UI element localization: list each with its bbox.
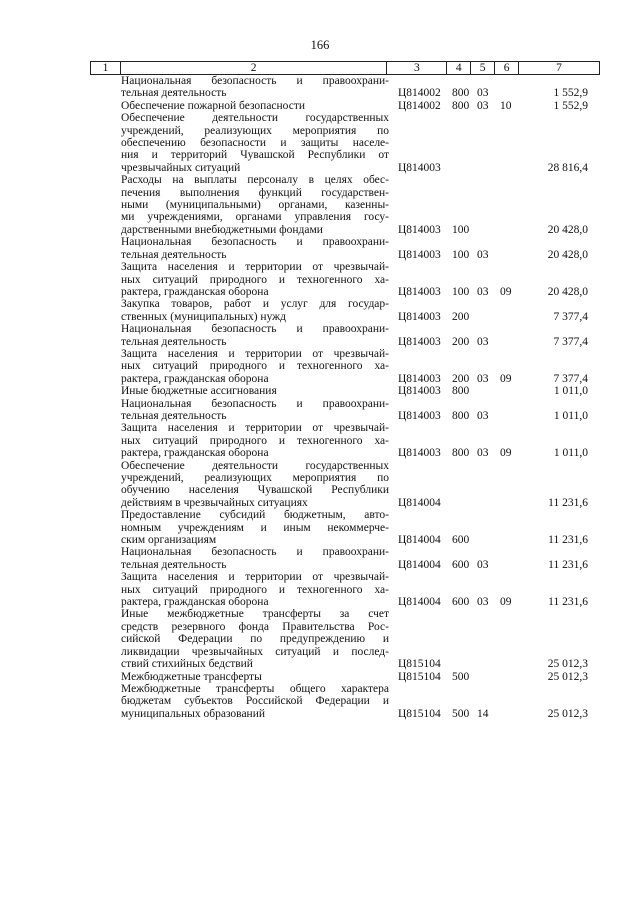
description-line: номным учреждениям и иным некоммерче- <box>121 521 389 534</box>
row-expense-type: 200 <box>452 335 470 348</box>
table-row <box>0 509 640 546</box>
row-section: 03 <box>477 447 489 460</box>
table-row <box>0 348 640 385</box>
table-row <box>0 112 640 174</box>
row-amount: 20 428,0 <box>547 248 588 261</box>
description-line: рактера, гражданская оборона <box>121 285 269 298</box>
row-expense-type: 500 <box>452 707 470 720</box>
row-expense-type: 800 <box>452 447 470 460</box>
row-expense-type: 800 <box>452 99 470 112</box>
row-description <box>121 422 389 459</box>
description-line: Защита населения и территории от чрезвычай- <box>121 422 389 435</box>
description-line: рактера, гражданская оборона <box>121 372 269 385</box>
page-number: 166 <box>310 38 330 52</box>
header-col-6: 6 <box>495 62 519 75</box>
row-description <box>121 671 389 683</box>
row-amount: 7 377,4 <box>553 310 588 323</box>
row-section: 03 <box>477 596 489 609</box>
row-subsection: 09 <box>500 596 512 609</box>
description-line: ским организациям <box>121 534 217 547</box>
row-expense-type: 100 <box>452 285 470 298</box>
description-line: Межбюджетные трансферты <box>121 670 262 683</box>
description-line: Национальная безопасность и правоохрани- <box>121 397 389 410</box>
description-line: печения выполнения функций государствен- <box>121 186 389 199</box>
row-amount: 25 012,3 <box>547 707 588 720</box>
description-line: тельная деятельность <box>121 248 227 261</box>
row-target-code: Ц814003 <box>398 385 441 398</box>
row-description <box>121 75 389 100</box>
row-target-code: Ц815104 <box>398 658 441 671</box>
table-row <box>0 546 640 571</box>
budget-table-body <box>0 75 640 720</box>
header-col-7: 7 <box>519 62 600 75</box>
table-row <box>0 671 640 683</box>
table-row <box>0 323 640 348</box>
description-line: Иные межбюджетные трансферты за счет <box>121 608 389 621</box>
row-section: 14 <box>477 707 489 720</box>
row-target-code: Ц815104 <box>398 707 441 720</box>
description-line: ных ситуаций природного и техногенного ха- <box>121 583 389 596</box>
row-expense-type: 200 <box>452 310 470 323</box>
description-line: ствий стихийных бедствий <box>121 658 253 671</box>
row-target-code: Ц815104 <box>398 670 441 683</box>
description-line: ных ситуаций природного и техногенного ха- <box>121 434 389 447</box>
row-description <box>121 100 389 112</box>
row-expense-type: 600 <box>452 558 470 571</box>
row-section: 03 <box>477 558 489 571</box>
table-row <box>0 236 640 261</box>
row-target-code: Ц814003 <box>398 161 441 174</box>
row-description <box>121 348 389 385</box>
table-row <box>0 422 640 459</box>
description-line: ных ситуаций природного и техногенного ха- <box>121 360 389 373</box>
row-amount: 25 012,3 <box>547 658 588 671</box>
row-section: 03 <box>477 87 489 100</box>
table-row <box>0 460 640 510</box>
description-line: Национальная безопасность и правоохрани- <box>121 75 389 87</box>
description-line: Расходы на выплаты персоналу в целях обес- <box>121 174 389 187</box>
row-description <box>121 546 389 571</box>
description-line: Защита населения и территории от чрезвычай- <box>121 571 389 584</box>
row-subsection: 09 <box>500 285 512 298</box>
row-expense-type: 500 <box>452 670 470 683</box>
description-line: Обеспечение деятельности государственных <box>121 112 389 125</box>
description-line: Закупка товаров, работ и услуг для государ- <box>121 298 389 311</box>
row-subsection: 10 <box>500 99 512 112</box>
description-line: тельная деятельность <box>121 558 227 571</box>
row-target-code: Ц814003 <box>398 285 441 298</box>
row-subsection: 09 <box>500 372 512 385</box>
row-description <box>121 236 389 261</box>
description-line: бюджетам субъектов Российской Федерации и <box>121 695 389 708</box>
row-amount: 20 428,0 <box>547 223 588 236</box>
header-col-3: 3 <box>387 62 447 75</box>
description-line: действиям в чрезвычайных ситуациях <box>121 496 308 509</box>
table-row <box>0 683 640 720</box>
row-amount: 11 231,6 <box>548 534 588 547</box>
row-expense-type: 100 <box>452 248 470 261</box>
row-amount: 7 377,4 <box>553 335 588 348</box>
row-expense-type: 800 <box>452 409 470 422</box>
row-amount: 11 231,6 <box>548 558 588 571</box>
table-header <box>90 61 600 75</box>
description-line: Национальная безопасность и правоохрани- <box>121 546 389 559</box>
row-target-code: Ц814004 <box>398 496 441 509</box>
table-row <box>0 298 640 323</box>
row-target-code: Ц814003 <box>398 335 441 348</box>
description-line: рактера, гражданская оборона <box>121 447 269 460</box>
table-row <box>0 100 640 112</box>
row-description <box>121 261 389 298</box>
table-row <box>0 261 640 298</box>
row-amount: 1 011,0 <box>553 447 588 460</box>
row-expense-type: 600 <box>452 534 470 547</box>
row-section: 03 <box>477 335 489 348</box>
description-line: обучению населения Чувашской Республики <box>121 484 389 497</box>
row-section: 03 <box>477 285 489 298</box>
row-amount: 1 552,9 <box>553 87 588 100</box>
row-expense-type: 200 <box>452 372 470 385</box>
description-line: ными (муниципальными) органами, казенны- <box>121 199 389 212</box>
row-section: 03 <box>477 409 489 422</box>
row-target-code: Ц814004 <box>398 558 441 571</box>
header-col-4: 4 <box>447 62 471 75</box>
table-row <box>0 398 640 423</box>
description-line: Национальная безопасность и правоохрани- <box>121 323 389 336</box>
description-line: тельная деятельность <box>121 335 227 348</box>
row-target-code: Ц814003 <box>398 372 441 385</box>
row-amount: 1 552,9 <box>553 99 588 112</box>
row-target-code: Ц814003 <box>398 310 441 323</box>
row-amount: 11 231,6 <box>548 596 588 609</box>
row-expense-type: 100 <box>452 223 470 236</box>
row-expense-type: 800 <box>452 385 470 398</box>
description-line: Обеспечение пожарной безопасности <box>121 99 306 112</box>
row-target-code: Ц814003 <box>398 447 441 460</box>
description-line: средств резервного фонда Правительства Рос- <box>121 620 389 633</box>
row-description <box>121 571 389 608</box>
row-description <box>121 683 389 720</box>
row-amount: 1 011,0 <box>553 409 588 422</box>
description-line: Предоставление субсидий бюджетным, авто- <box>121 509 389 522</box>
row-description <box>121 460 389 510</box>
row-description <box>121 112 389 174</box>
table-row <box>0 174 640 236</box>
row-section: 03 <box>477 372 489 385</box>
description-line: Межбюджетные трансферты общего характера <box>121 682 389 695</box>
description-line: ми учреждениями, органами управления госу- <box>121 211 389 224</box>
row-description <box>121 509 389 546</box>
row-amount: 28 816,4 <box>547 161 588 174</box>
description-line: чрезвычайных ситуаций <box>121 161 241 174</box>
row-target-code: Ц814004 <box>398 596 441 609</box>
row-target-code: Ц814003 <box>398 223 441 236</box>
row-amount: 20 428,0 <box>547 285 588 298</box>
description-line: Обеспечение деятельности государственных <box>121 459 389 472</box>
row-description <box>121 608 389 670</box>
header-col-1: 1 <box>91 62 121 75</box>
row-description <box>121 298 389 323</box>
description-line: ственных (муниципальных) нужд <box>121 310 286 323</box>
description-line: тельная деятельность <box>121 409 227 422</box>
description-line: тельная деятельность <box>121 87 227 100</box>
row-description <box>121 385 389 397</box>
description-line: рактера, гражданская оборона <box>121 596 269 609</box>
row-description <box>121 398 389 423</box>
row-section: 03 <box>477 99 489 112</box>
row-description <box>121 323 389 348</box>
row-target-code: Ц814004 <box>398 534 441 547</box>
table-row <box>0 571 640 608</box>
row-expense-type: 800 <box>452 87 470 100</box>
row-expense-type: 600 <box>452 596 470 609</box>
row-amount: 25 012,3 <box>547 670 588 683</box>
header-col-5: 5 <box>471 62 495 75</box>
table-row <box>0 75 640 100</box>
table-row <box>0 608 640 670</box>
description-line: ния и территорий Чувашской Республики от <box>121 149 389 162</box>
row-section: 03 <box>477 248 489 261</box>
description-line: Защита населения и территории от чрезвычай- <box>121 347 389 360</box>
description-line: Защита населения и территории от чрезвычай- <box>121 261 389 274</box>
description-line: Иные бюджетные ассигнования <box>121 385 277 398</box>
row-target-code: Ц814003 <box>398 248 441 261</box>
description-line: Национальная безопасность и правоохрани- <box>121 236 389 249</box>
row-amount: 1 011,0 <box>553 385 588 398</box>
table-row <box>0 385 640 397</box>
row-amount: 7 377,4 <box>553 372 588 385</box>
description-line: ликвидации чрезвычайных ситуаций и послед- <box>121 645 389 658</box>
description-line: муниципальных образований <box>121 707 266 720</box>
description-line: сийской Федерации по предупреждению и <box>121 633 389 646</box>
description-line: учреждений, реализующих мероприятия по <box>121 472 389 484</box>
header-col-2: 2 <box>120 62 386 75</box>
row-description <box>121 174 389 236</box>
description-line: дарственными внебюджетными фондами <box>121 223 323 236</box>
description-line: ных ситуаций природного и техногенного ха- <box>121 273 389 286</box>
row-target-code: Ц814003 <box>398 409 441 422</box>
description-line: обеспечению безопасности и защиты населе- <box>121 137 389 150</box>
row-amount: 11 231,6 <box>548 496 588 509</box>
row-target-code: Ц814002 <box>398 99 441 112</box>
description-line: учреждений, реализующих мероприятия по <box>121 124 389 137</box>
row-subsection: 09 <box>500 447 512 460</box>
row-target-code: Ц814002 <box>398 87 441 100</box>
